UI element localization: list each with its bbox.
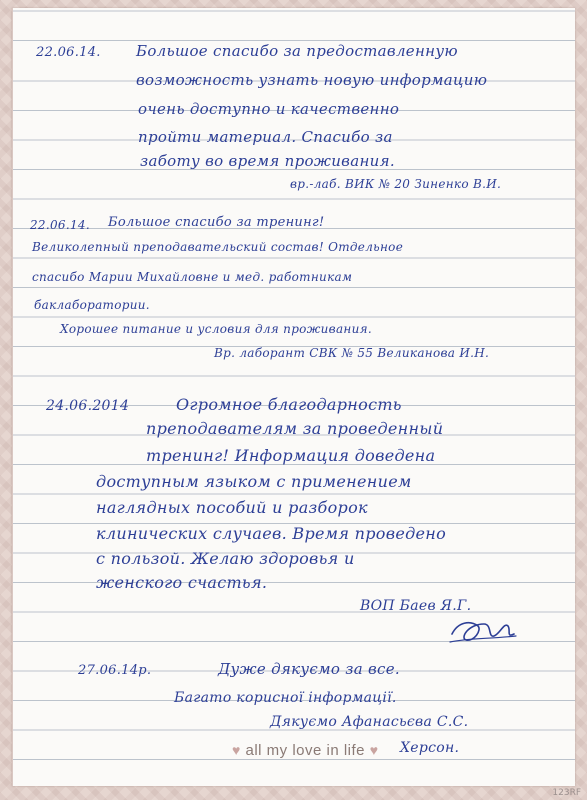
entry-line: возможность узнать новую информацию — [136, 71, 488, 89]
entry-location: Херсон. — [400, 740, 460, 756]
page-margin — [12, 8, 13, 786]
entry-line: очень доступно и качественно — [138, 100, 400, 118]
entry-signature: вр.-лаб. ВИК № 20 Зиненко В.И. — [290, 177, 502, 191]
watermark: 123RF — [552, 788, 581, 798]
entry-line: клинических случаев. Время проведено — [96, 524, 447, 543]
heart-icon: ♥ — [369, 742, 379, 758]
entry-line: доступным языком с применением — [96, 472, 412, 491]
entry-line: Великолепный преподавательский состав! Отдельное — [32, 240, 404, 254]
entry-line: наглядных пособий и разборок — [96, 498, 368, 517]
entry-line: женского счастья. — [96, 573, 268, 592]
entry-line: баклаборатории. — [34, 298, 150, 312]
entry-line: пройти материал. Спасибо за — [138, 128, 393, 146]
entry-line: преподавателям за проведенный — [146, 419, 444, 438]
entry-line: Большое спасибо за тренинг! — [108, 215, 325, 230]
entry-line: Огромное благодарность — [176, 395, 402, 414]
entry-line: Большое спасибо за предоставленную — [136, 42, 458, 60]
entry-signature: Вр. лаборант СВК № 55 Великанова И.Н. — [214, 346, 490, 360]
entry-signature: Дякуємо Афанасьєва С.С. — [270, 714, 469, 730]
entry-date: 22.06.14. — [30, 218, 90, 232]
entry-date: 22.06.14. — [36, 45, 101, 60]
stamp-text: all my love in life — [245, 742, 366, 759]
entry-line: с пользой. Желаю здоровья и — [96, 549, 355, 568]
entry-line: тренинг! Информация доведена — [146, 446, 436, 465]
entry-signature: ВОП Баев Я.Г. — [360, 598, 472, 614]
entry-date: 27.06.14р. — [78, 663, 152, 678]
love-stamp — [232, 742, 379, 759]
entry-line: спасибо Марии Михайловне и мед. работникам — [32, 270, 353, 284]
handwritten-signature — [448, 612, 518, 650]
entry-line: заботу во время проживания. — [140, 152, 395, 170]
entry-date: 24.06.2014 — [46, 398, 130, 414]
heart-icon: ♥ — [232, 742, 241, 758]
entry-line: Багато корисної інформації. — [174, 690, 397, 706]
entry-line: Хорошее питание и условия для проживания. — [60, 322, 373, 336]
entry-line: Дуже дякуємо за все. — [218, 660, 400, 678]
